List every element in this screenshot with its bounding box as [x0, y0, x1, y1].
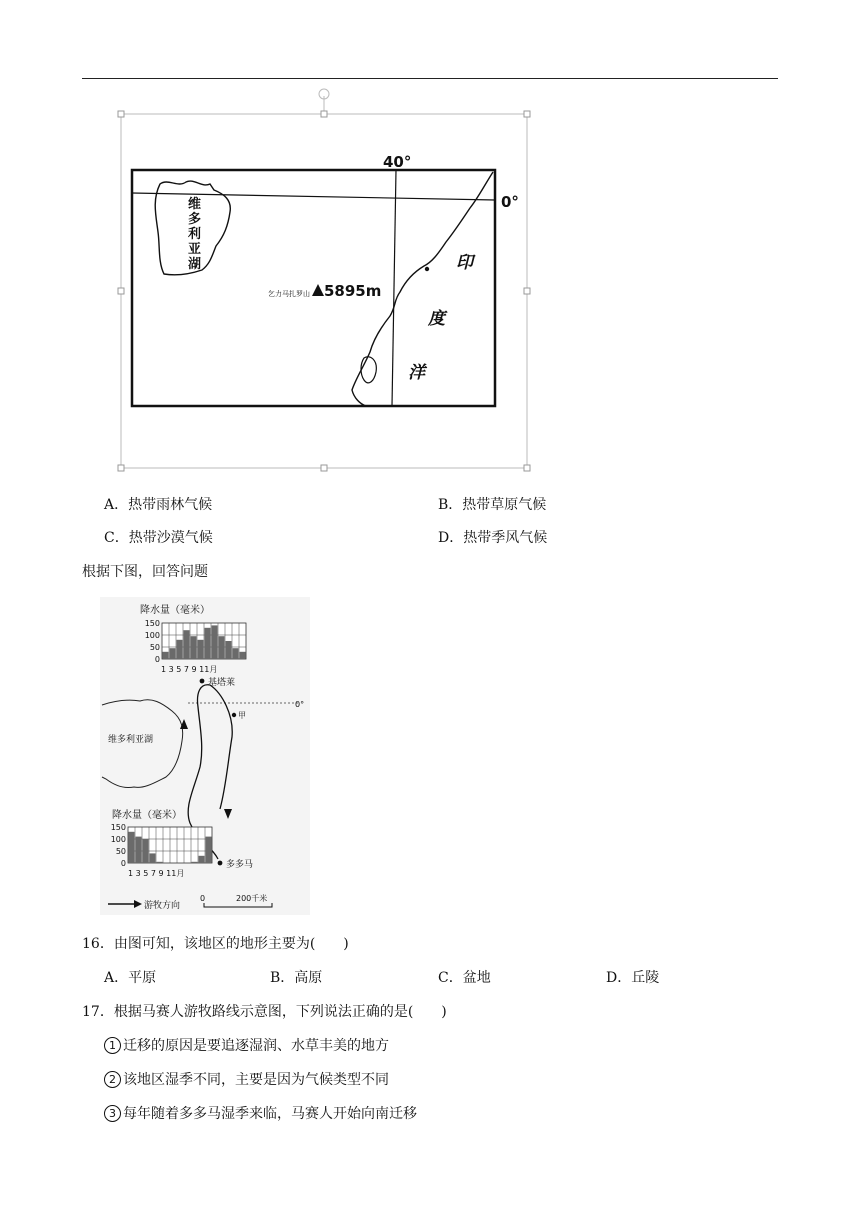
- bar-5: [157, 862, 163, 863]
- lake-label-char: 湖: [188, 257, 202, 272]
- q16-option-b: B．高原: [270, 970, 323, 986]
- scale-label: 200千米: [236, 894, 268, 903]
- longitude-label: 40°: [383, 153, 412, 171]
- legend-label: 游牧方向: [144, 901, 181, 911]
- bar-2: [136, 837, 142, 863]
- bar-11: [233, 648, 239, 659]
- bar-1: [163, 652, 169, 659]
- top-city-label: 基塔莱: [208, 678, 236, 688]
- bottom-chart-x-ticks: 1 3 5 7 9 11月: [128, 869, 185, 878]
- y-tick-label: 50: [149, 643, 160, 652]
- bar-3: [177, 640, 183, 659]
- y-tick-label: 150: [110, 823, 126, 832]
- ocean-label: [408, 253, 476, 383]
- lake-label-char: 亚: [188, 242, 202, 257]
- bottom-chart-title: 降水量（毫米）: [112, 810, 182, 821]
- option-b: B．热带草原气候: [438, 497, 547, 513]
- top-chart-x-ticks: 1 3 5 7 9 11月: [161, 665, 218, 674]
- equator-label: 0°: [295, 700, 305, 709]
- option-d: D．热带季风气候: [438, 530, 548, 546]
- bar-1: [129, 832, 135, 863]
- bar-7: [205, 628, 211, 659]
- latitude-label: 0°: [501, 193, 519, 211]
- mountain-icon: [312, 284, 324, 296]
- q16-option-c: C．盆地: [438, 970, 491, 986]
- bar-12: [240, 652, 246, 659]
- island-outline: [361, 357, 376, 383]
- top-city-dot: [200, 679, 205, 684]
- point-jia-dot: [232, 713, 236, 717]
- q16-option-d: D．丘陵: [606, 970, 660, 986]
- bar-9: [219, 636, 225, 659]
- bar-10: [226, 641, 232, 659]
- circled-number: 1: [104, 1037, 121, 1054]
- y-tick-label: 0: [120, 859, 126, 868]
- migration-map: [100, 597, 310, 915]
- meridian-line: [392, 170, 396, 406]
- top-chart-title: 降水量（毫米）: [140, 605, 210, 616]
- bar-2: [170, 648, 176, 659]
- lake-label-char: 利: [188, 227, 202, 242]
- y-tick-label: 100: [144, 631, 160, 640]
- option-c: C．热带沙漠气候: [104, 530, 213, 546]
- bar-8: [212, 625, 218, 659]
- bar-12: [206, 837, 212, 863]
- bar-10: [192, 862, 198, 863]
- bar-4: [150, 853, 156, 863]
- question-16: 16．由图可知，该地区的地形主要为( ): [82, 936, 349, 952]
- circled-number: 3: [104, 1105, 121, 1122]
- mountain-height: 5895m: [324, 282, 382, 300]
- bar-6: [198, 640, 204, 659]
- bar-5: [191, 636, 197, 659]
- statement-1: 1 迁移的原因是要追逐湿润、水草丰美的地方: [104, 1037, 389, 1055]
- lake-label: [187, 196, 201, 272]
- option-a: A．热带雨林气候: [104, 497, 213, 513]
- statement-2: 2 该地区湿季不同，主要是因为气候类型不同: [104, 1071, 389, 1089]
- bottom-city-label: 多多马: [226, 860, 254, 870]
- point-jia-label: 甲: [238, 711, 246, 720]
- ocean-label-char: 洋: [408, 363, 425, 383]
- lake-label-char: 多: [188, 212, 202, 227]
- y-tick-label: 150: [144, 619, 160, 628]
- y-tick-label: 50: [115, 847, 126, 856]
- bar-11: [199, 856, 205, 863]
- bar-3: [143, 839, 149, 863]
- mountain-name: 乞力马扎罗山: [268, 290, 310, 298]
- q16-option-a: A．平原: [104, 970, 157, 986]
- y-tick-label: 0: [154, 655, 160, 664]
- ocean-label-char: 度: [428, 309, 445, 329]
- y-tick-label: 100: [110, 835, 126, 844]
- statement-3: 3 每年随着多多马湿季来临，马赛人开始向南迁移: [104, 1105, 417, 1123]
- scale-zero: 0: [200, 894, 206, 903]
- coast-city-dot: [425, 267, 429, 271]
- bar-4: [184, 630, 190, 659]
- bottom-city-dot: [218, 861, 223, 866]
- lake-label: 维多利亚湖: [108, 735, 154, 745]
- east-africa-map: [116, 86, 536, 472]
- ocean-label-char: 印: [456, 253, 473, 273]
- question-17: 17．根据马赛人游牧路线示意图，下列说法正确的是( ): [82, 1004, 447, 1020]
- intro-text: 根据下图，回答问题: [82, 564, 208, 580]
- header-rule: [82, 78, 778, 79]
- map-frame: [132, 170, 495, 406]
- circled-number: 2: [104, 1071, 121, 1088]
- lake-label-char: 维: [188, 197, 202, 212]
- equator-line: [132, 193, 495, 200]
